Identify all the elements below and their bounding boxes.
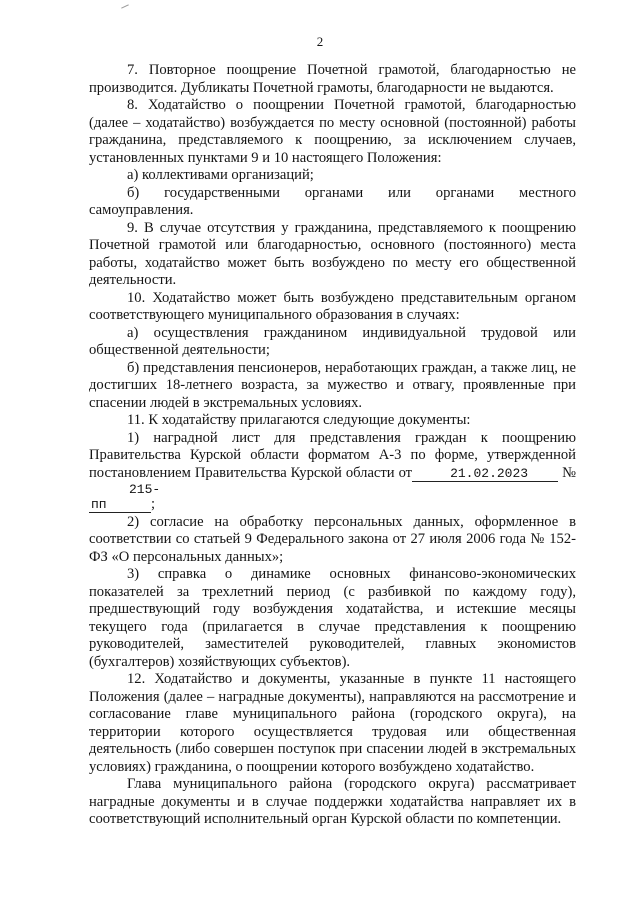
number-fill-in: 215-пп xyxy=(91,482,161,512)
paragraph-12-continued: Глава муниципального района (городского округа) рассматривает наградные документы и в случае поддержки ходатайства направляет их в соответствующий исполнительный орган Курской области по компетенции. xyxy=(89,776,576,827)
paragraph-11-3: 3) справка о динамике основных финансово-экономических показателей за трехлетний период (с разбивкой по каждому году), предшествующий году возбуждения ходатайства, и истекшие месяцы текущего года (прилагается в случае представления к поощрению руководителей, заместителей руководителей, главных экономистов (бухгалтеров) хозяйствующих субъектов). xyxy=(89,566,576,670)
paragraph-8: 8. Ходатайство о поощрении Почетной грамотой, благодарностью (далее – ходатайство) возбуждается по месту основной (постоянной) работы гражданина, представляемого к поощрению, за исключением случаев, установленных пунктами 9 и 10 настоящего Положения: xyxy=(89,97,576,166)
paragraph-11: 11. К ходатайству прилагаются следующие документы: xyxy=(127,412,471,428)
scan-mark xyxy=(121,4,129,8)
paragraph-10-a: а) осуществления гражданином индивидуальной трудовой или общественной деятельности; xyxy=(89,324,576,358)
paragraph-10-b: б) представления пенсионеров, неработающих граждан, а также лиц, не достигших 18-летнего возраста, за мужество и отвагу, проявленные при спасении людей в экстремальных условиях. xyxy=(89,359,576,411)
paragraph-11-2: 2) согласие на обработку персональных данных, оформленное в соответствии со статьей 9 Федерального закона от 27 июля 2006 года № 152-ФЗ «О персональных данных»; xyxy=(89,513,576,565)
paragraph-8-b: б) государственными органами или органами местного самоуправления. xyxy=(89,184,576,218)
document-body xyxy=(89,62,576,829)
date-fill-in: 21.02.2023 xyxy=(412,466,558,482)
paragraph-7: 7. Повторное поощрение Почетной грамотой, благодарностью не производится. Дубликаты Почетной грамоты, благодарности не выдаются. xyxy=(89,62,576,96)
paragraph-12: 12. Ходатайство и документы, указанные в пункте 11 настоящего Положения (далее – наградные документы), направляются на рассмотрение и согласование главе муниципального района (городского округа), на территории которого осуществляется трудовая или общественная деятельность (либо совершен поступок при спасении людей в экстремальных условиях) гражданина, о поощрении которого возбуждено ходатайство. xyxy=(89,671,576,775)
paragraph-10: 10. Ходатайство может быть возбуждено представительным органом соответствующего муниципального образования в случаях: xyxy=(89,289,576,323)
paragraph-11-1: 1) наградной лист для представления граждан к поощрению Правительства Курской области форматом А-3 по форме, утвержденной постановлением Правительства Курской области от 21.02.2023 № 215-пп ; xyxy=(89,429,576,512)
page-number: 2 xyxy=(316,34,324,49)
paragraph-9: 9. В случае отсутствия у гражданина, представляемого к поощрению Почетной грамотой или благодарностью, основного (постоянного) места работы, ходатайство может быть возбуждено по месту его общественной деятельности. xyxy=(89,219,576,288)
paragraph-8-a: а) коллективами организаций; xyxy=(127,167,314,183)
